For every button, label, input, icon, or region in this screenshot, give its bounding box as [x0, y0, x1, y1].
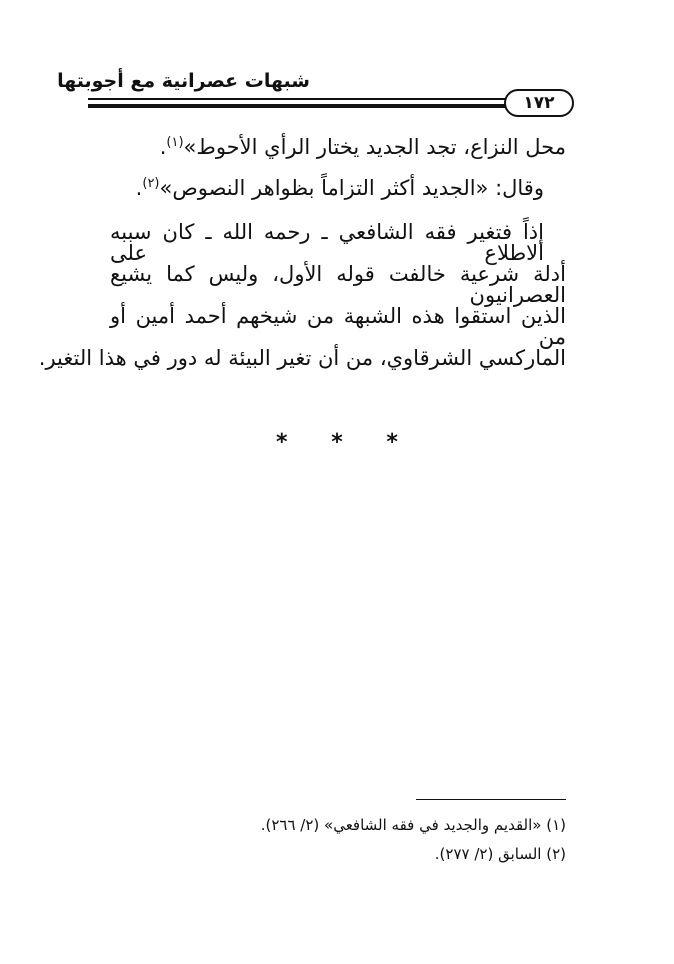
footnote-rule	[416, 799, 566, 800]
separator-star: *	[386, 430, 398, 455]
footnote-2: (٢) السابق (٢/ ٢٧٧).	[434, 845, 566, 863]
body-line-1	[160, 137, 566, 158]
body-line-2	[136, 178, 544, 199]
page-number: ١٧٢	[504, 89, 574, 117]
body-text: وقال: «الجديد أكثر التزاماً بظواهر النصوص»	[159, 176, 544, 200]
footnote-ref-1[interactable]: (١)	[166, 135, 184, 150]
body-line-4: أدلة شرعية خالفت قوله الأول، وليس كما يشيع العصرانيون	[110, 262, 566, 307]
section-separator	[0, 430, 674, 455]
body-line-3: إذاً فتغير فقه الشافعي ـ رحمه الله ـ كان سببه الاطلاع على	[110, 220, 544, 265]
body-text-end: .	[159, 135, 167, 159]
separator-star: *	[331, 430, 343, 455]
separator-star: *	[276, 430, 288, 455]
footnote-1: (١) «القديم والجديد في فقه الشافعي» (٢/ ٢٦٦).	[260, 816, 566, 834]
header-rule-thin	[88, 98, 566, 100]
body-text-end: .	[135, 176, 143, 200]
footnote-ref-2[interactable]: (٢)	[142, 176, 160, 191]
body-line-6: الماركسي الشرقاوي، من أن تغير البيئة له دور في هذا التغير.	[38, 346, 566, 370]
header-rule-thick	[88, 104, 566, 108]
body-line-5: الذين استقوا هذه الشبهة من شيخهم أحمد أمين أو من	[110, 304, 566, 349]
body-text: محل النزاع، تجد الجديد يختار الرأي الأحوط»	[183, 135, 566, 159]
running-title: شبهات عصرانية مع أجوبتها	[57, 70, 310, 92]
